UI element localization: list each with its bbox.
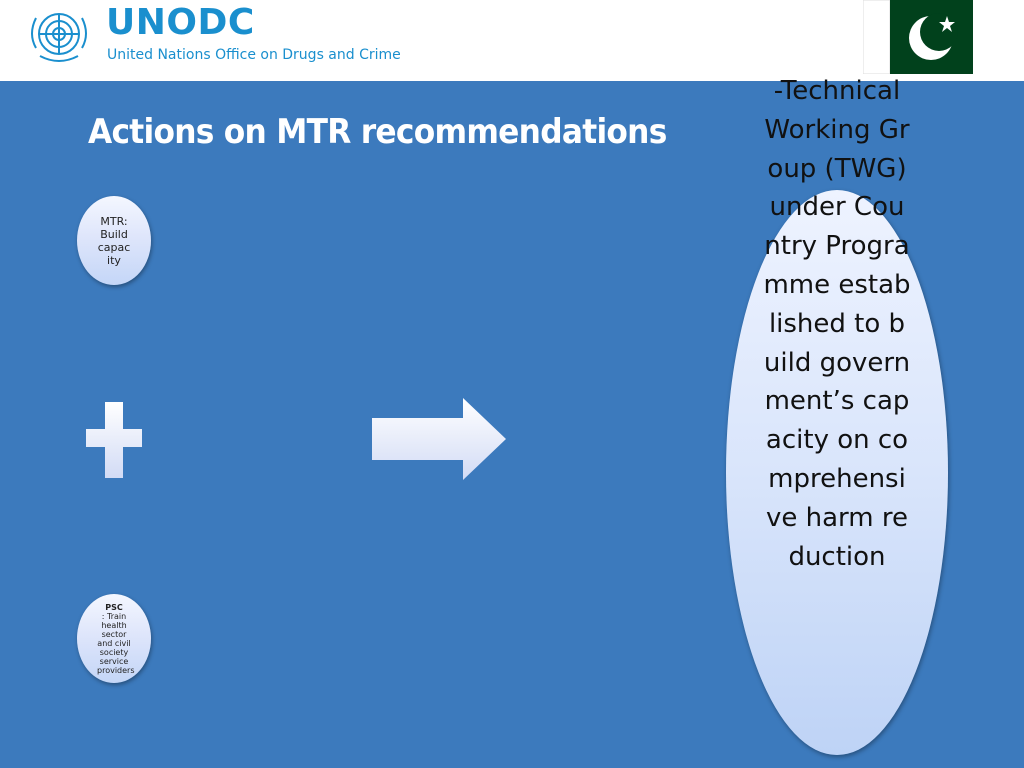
- mtr-bubble: [77, 196, 151, 285]
- header-bar: [0, 0, 1024, 81]
- psc-bubble-label: PSC: [105, 602, 123, 612]
- twg-ellipse-text: -Technical Working Group (TWG) under Country Programme established to build government’s capacity on comprehensive harm reduction: [763, 76, 911, 572]
- psc-bubble: [77, 594, 151, 683]
- mtr-bubble-text: MTR: Build capac ity: [97, 214, 131, 267]
- slide-title: Actions on MTR recommendations: [88, 112, 667, 152]
- logo-title: UNODC: [106, 2, 255, 43]
- un-emblem-icon: [22, 4, 96, 68]
- psc-bubble-text: : Train health sector and civil society service providers: [97, 611, 135, 675]
- logo-subtitle: United Nations Office on Drugs and Crime: [107, 47, 401, 63]
- plus-icon: [84, 400, 144, 480]
- pakistan-flag-icon: [863, 0, 973, 74]
- right-arrow-icon: [368, 396, 508, 482]
